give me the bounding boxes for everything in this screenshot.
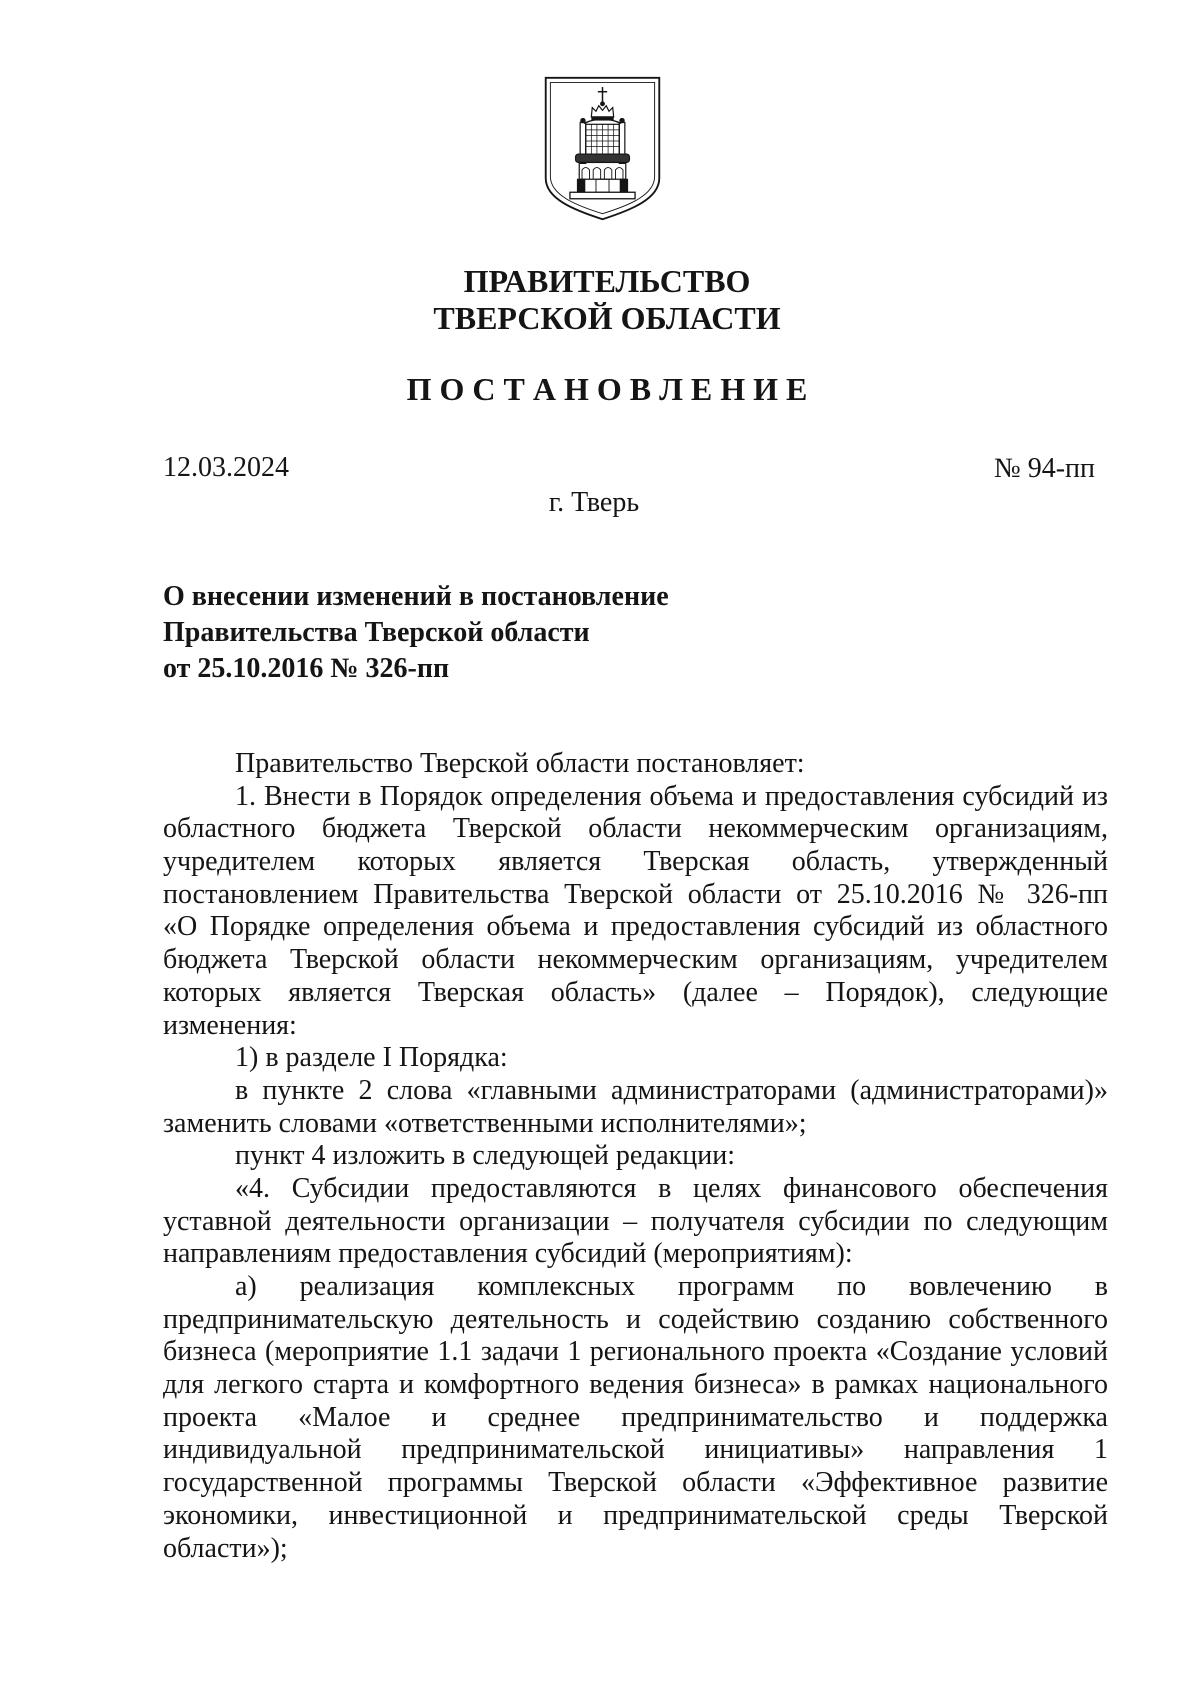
document-date: 12.03.2024 xyxy=(163,452,289,483)
body-line: 1) в разделе I Порядка: xyxy=(235,1042,508,1074)
body-line: государственной программы Тверской области «Эффективное развитие xyxy=(163,1467,1108,1499)
body-line: областного бюджета Тверской области некоммерческим организациям, xyxy=(163,813,1108,845)
body-line: направлениям предоставления субсидий (мероприятиям): xyxy=(163,1238,853,1270)
body-line: пункт 4 изложить в следующей редакции: xyxy=(235,1140,735,1172)
body-line: заменить словами «ответственными исполнителями»; xyxy=(163,1107,807,1139)
body-line: «О Порядке определения объема и предоставления субсидий из областного xyxy=(163,911,1108,943)
body-line: «4. Субсидии предоставляются в целях финансового обеспечения xyxy=(235,1172,1108,1204)
body-line: проекта «Малое и среднее предпринимательство и поддержка xyxy=(163,1401,1108,1433)
orb-icon xyxy=(600,101,605,106)
body-line: а) реализация комплексных программ по вовлечению в xyxy=(235,1271,1108,1302)
document-place: г. Тверь xyxy=(548,487,640,518)
body-line: индивидуальной предпринимательской инициативы» направления 1 xyxy=(163,1434,1108,1466)
body-line: области»); xyxy=(163,1532,288,1564)
body-line: в пункте 2 слова «главными администраторами (администраторами)» xyxy=(235,1074,1108,1106)
document-type-title: П О С Т А Н О В Л Е Н И Е xyxy=(406,371,808,407)
body-line: уставной деятельности организации – получателя субсидии по следующим xyxy=(163,1205,1108,1237)
document-number: № 94-пп xyxy=(993,453,1095,484)
body-line: учредителем которых является Тверская область, утвержденный xyxy=(163,846,1108,878)
subject-line: Правительства Тверской области xyxy=(163,617,590,648)
subject-line: О внесении изменений в постановление xyxy=(163,581,669,612)
body-line: изменения: xyxy=(163,1009,297,1041)
document-body xyxy=(163,748,1108,1565)
body-line: которых является Тверская область» (далее – Порядок), следующие xyxy=(163,976,1108,1008)
body-line: экономики, инвестиционной и предпринимательской среды Тверской xyxy=(163,1499,1108,1531)
body-line: для легкого старта и комфортного ведения бизнеса» в рамках национального xyxy=(163,1369,1108,1401)
body-line: постановлением Правительства Тверской области от 25.10.2016 № 326-пп xyxy=(163,878,1108,910)
body-line: бизнеса (мероприятие 1.1 задачи 1 регионального проекта «Создание условий xyxy=(163,1336,1108,1368)
authority-name-line-1: ПРАВИТЕЛЬСТВО xyxy=(463,263,751,299)
authority-name-line-2: ТВЕРСКОЙ ОБЛАСТИ xyxy=(433,300,781,336)
body-line: предпринимательскую деятельность и содействию созданию собственного xyxy=(163,1303,1108,1335)
subject-line: от 25.10.2016 № 326-пп xyxy=(163,653,450,684)
body-line: бюджета Тверской области некоммерческим организациям, учредителем xyxy=(163,944,1108,976)
body-line: 1. Внести в Порядок определения объема и предоставления субсидий из xyxy=(235,780,1108,812)
coat-of-arms-drawing xyxy=(542,74,663,223)
coat-of-arms-icon xyxy=(542,74,663,223)
document-subject xyxy=(163,579,1108,687)
body-line: Правительство Тверской области постановляет: xyxy=(235,748,805,779)
